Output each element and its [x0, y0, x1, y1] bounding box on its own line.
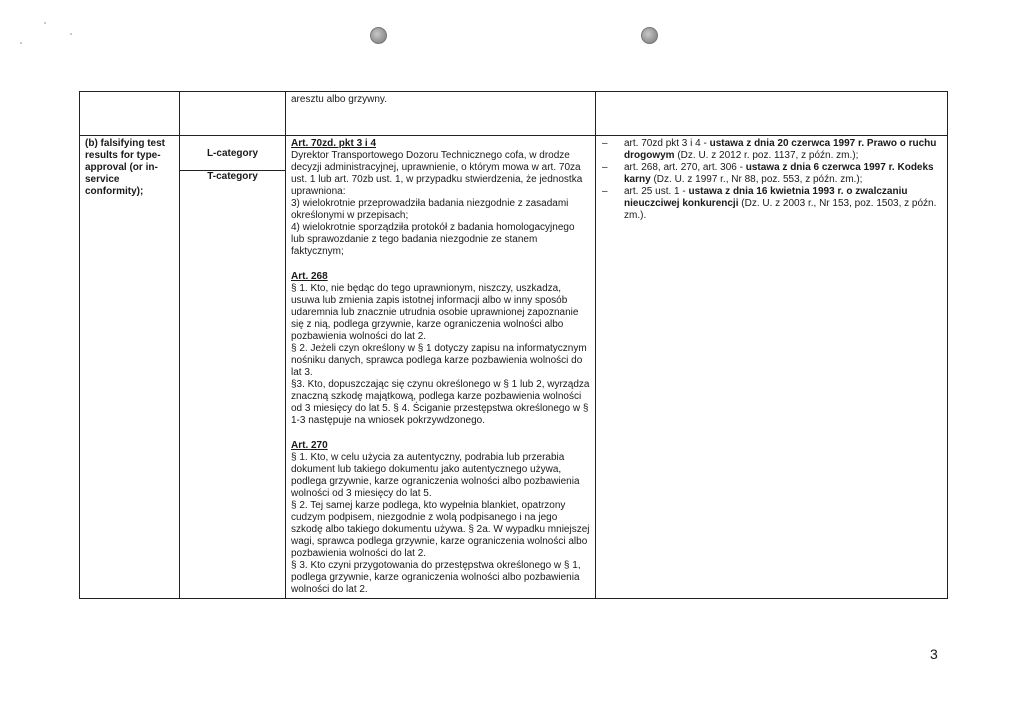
offence-cell-empty: [80, 92, 180, 136]
legal-table: [79, 91, 948, 599]
category-cell: [180, 136, 286, 599]
article-block-270: [291, 440, 590, 596]
article-paragraph: 3) wielokrotnie przeprowadziła badania niezgodnie z zasadami określonymi w przepisach;: [291, 198, 569, 221]
reference-act-title: ustawa z dnia 20 czerwca 1997 r. Prawo o ruchu drogowym: [624, 138, 937, 161]
article-paragraph: Dyrektor Transportowego Dozoru Technicznego cofa, w drodze decyzji administracyjnej, uprawnienie, o którym mowa w art. 70za ust. 1 lub art. 70zb ust. 1, w przypadku stwierdzenia, że jednostka uprawniona:: [291, 150, 583, 197]
reference-journal: (Dz. U. z 1997 r., Nr 88, poz. 553, z późn. zm.);: [650, 174, 863, 185]
table-row-top: [80, 92, 948, 136]
category-cell-empty: [180, 92, 286, 136]
category-l-label: L-category: [180, 136, 285, 171]
reference-journal: (Dz. U. z 2003 r., Nr 153, poz. 1503, z późn. zm.).: [624, 198, 937, 221]
article-paragraph: § 2. Jeżeli czyn określony w § 1 dotyczy zapisu na informatycznym nośniku danych, sprawca podlega karze pozbawienia wolności do lat 3.: [291, 343, 587, 378]
punch-hole-left: [370, 27, 387, 44]
article-title: Art. 268: [291, 271, 328, 282]
reference-articles: art. 70zd pkt 3 i 4 -: [624, 138, 710, 149]
article-paragraph: § 1. Kto, w celu użycia za autentyczny, podrabia lub przerabia dokument lub takiego dokumentu jako autentycznego używa, podlega grzywnie, karze ograniczenia wolności albo pozbawienia wolności od 3 miesięcy do lat 5.: [291, 452, 580, 499]
dash-bullet: –: [602, 162, 608, 173]
reference-articles: art. 268, art. 270, art. 306 -: [624, 162, 746, 173]
article-paragraph: § 2. Tej samej karze podlega, kto wypełnia blankiet, opatrzony cudzym podpisem, niezgodnie z wolą podpisanego i na jego szkodę albo takiego dokumentu używa. § 2a. W wypadku mniejszej wagi, sprawca podlega grzywnie, karze ograniczenia wolności albo pozbawienia wolności do lat 2.: [291, 500, 590, 559]
reference-articles: art. 25 ust. 1 -: [624, 186, 689, 197]
reference-item: [596, 138, 942, 162]
provision-continuation-text: aresztu albo grzywny.: [291, 94, 387, 105]
punch-hole-right: [641, 27, 658, 44]
page-number: 3: [930, 646, 938, 662]
article-title: Art. 70zd. pkt 3 i 4: [291, 138, 377, 149]
reference-journal: (Dz. U. z 2012 r. poz. 1137, z późn. zm.);: [674, 150, 859, 161]
article-block-70zd: [291, 138, 590, 258]
provision-cell: [286, 92, 596, 136]
provisions-cell: [286, 136, 596, 599]
reference-item: [596, 186, 942, 222]
offence-description: (b) falsifying test results for type-approval (or in-service conformity);: [85, 138, 166, 197]
dash-bullet: –: [602, 138, 608, 149]
offence-cell: [80, 136, 180, 599]
reference-item: [596, 162, 942, 186]
dash-bullet: –: [602, 186, 608, 197]
article-paragraph: § 3. Kto czyni przygotowania do przestępstwa określonego w § 1, podlega grzywnie, karze ograniczenia wolności albo pozbawienia wolności do lat 2.: [291, 560, 581, 595]
scan-speck: [70, 33, 72, 35]
article-title: Art. 270: [291, 440, 328, 451]
scan-speck: [44, 22, 46, 24]
reference-list: [596, 138, 942, 222]
article-block-268: [291, 271, 590, 427]
reference-act-title: ustawa z dnia 16 kwietnia 1993 r. o zwalczaniu nieuczciwej konkurencji: [624, 186, 908, 209]
table-row-falsifying: [80, 136, 948, 599]
article-paragraph: §3. Kto, dopuszczając się czynu określonego w § 1 lub 2, wyrządza znaczną szkodę majątkową, podlega karze pozbawienia wolności od 3 miesięcy do lat 5. § 4. Ściganie przestępstwa określonego w § 1-3 następuje na wniosek pokrzywdzonego.: [291, 379, 590, 426]
references-cell: [596, 136, 948, 599]
category-t-label: T-category: [207, 171, 258, 182]
scan-speck: [20, 42, 22, 44]
reference-act-title: ustawa z dnia 6 czerwca 1997 r. Kodeks karny: [624, 162, 934, 185]
reference-cell-empty: [596, 92, 948, 136]
article-paragraph: 4) wielokrotnie sporządziła protokół z badania homologacyjnego lub sprawozdanie z tego badania niezgodnie ze stanem faktycznym;: [291, 222, 575, 257]
article-paragraph: § 1. Kto, nie będąc do tego uprawnionym, niszczy, uszkadza, usuwa lub zmienia zapis istotnej informacji albo w inny sposób udaremnia lub znacznie utrudnia osobie uprawnionej zapoznanie się z nią, podlega grzywnie, karze ograniczenia wolności albo pozbawienia wolności do lat 2.: [291, 283, 579, 342]
category-stack: [180, 136, 285, 183]
